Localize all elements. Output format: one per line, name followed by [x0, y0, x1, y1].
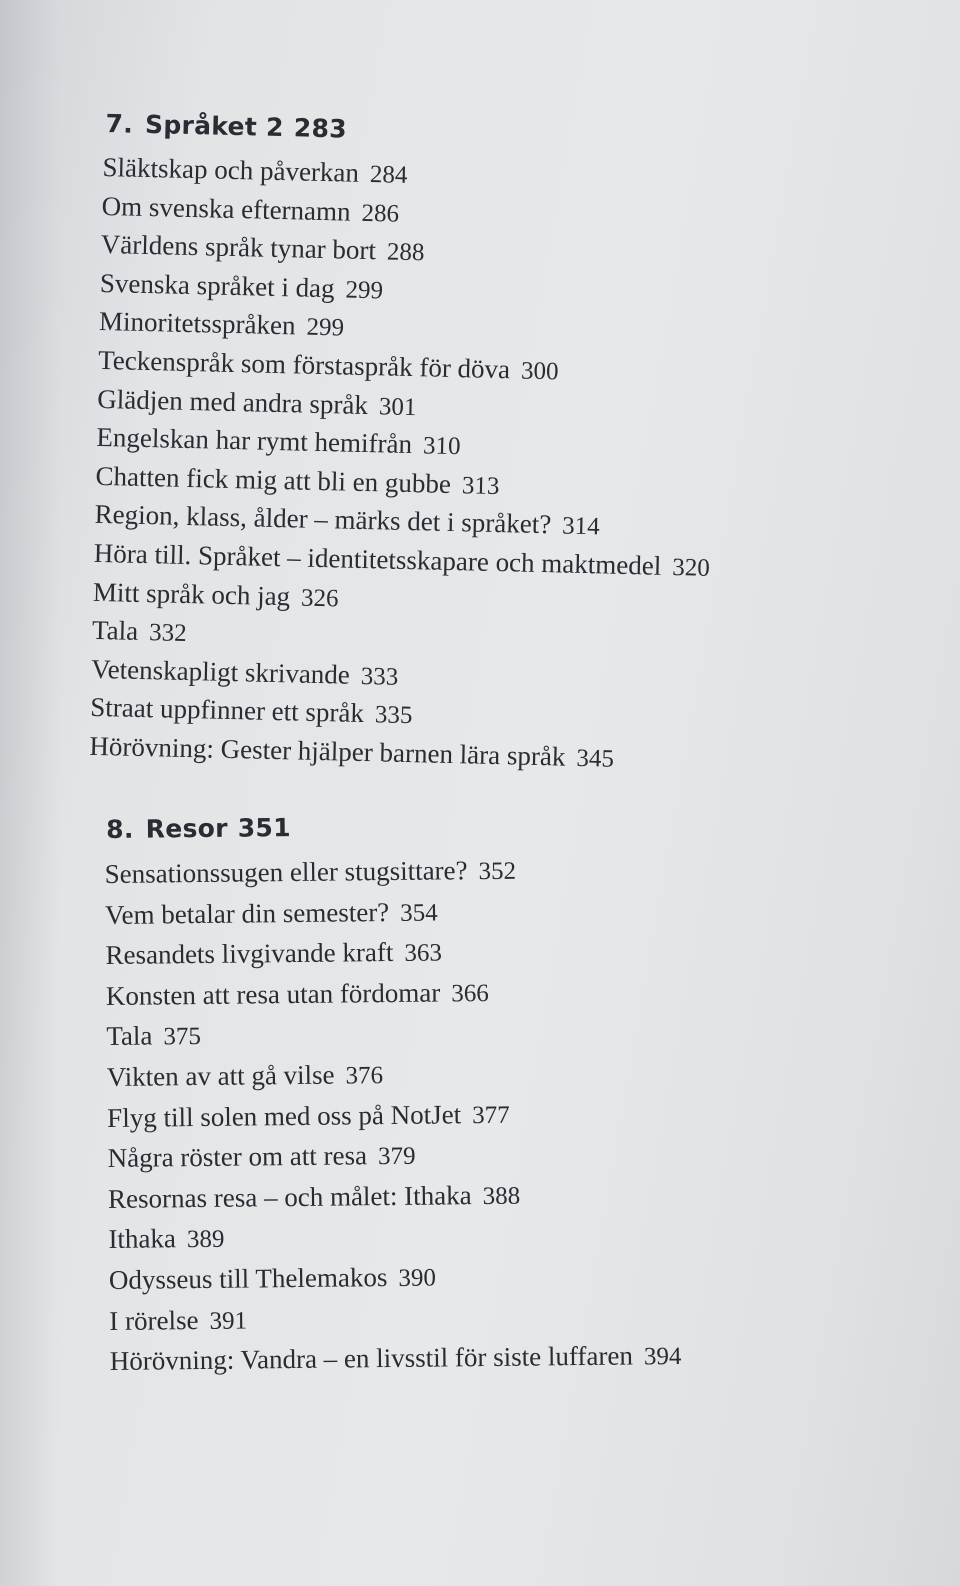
- toc-entry-page-number: 333: [360, 662, 399, 691]
- page-shadow: [0, 0, 60, 1586]
- toc-entry-page-number: 366: [451, 979, 489, 1008]
- chapter-number: 8.: [106, 814, 134, 844]
- toc-entry-title: Hörövning: Gester hjälper barnen lära språk: [89, 730, 566, 772]
- toc-entry: [109, 1254, 681, 1301]
- toc-entry-page-number: 335: [374, 701, 413, 730]
- toc-entry: [108, 1173, 680, 1220]
- toc-entry-title: Släktskap och påverkan: [102, 151, 360, 188]
- toc-entry: [110, 1335, 682, 1382]
- toc-entry: [108, 1213, 680, 1260]
- toc-entries-chapter-7: [89, 148, 719, 779]
- toc-entry: [107, 1092, 679, 1139]
- toc-entry: [105, 889, 677, 936]
- toc-entry-title: Hörövning: Vandra – en livsstil för siste luffaren: [109, 1340, 634, 1377]
- chapter-title: Språket 2: [144, 109, 285, 143]
- chapter-number: 7.: [105, 109, 134, 139]
- toc-entry-title: Konsten att resa utan fördomar: [105, 977, 441, 1011]
- chapter-7-section: [89, 106, 720, 779]
- toc-entry-page-number: 354: [400, 899, 438, 927]
- toc-entry-title: Några röster om att resa: [107, 1140, 368, 1174]
- toc-entry-title: Höra till. Språket – identitetsskapare och maktmedel: [93, 537, 662, 581]
- toc-entry: [109, 1295, 681, 1342]
- toc-entry-title: Tala: [91, 614, 139, 647]
- toc-entry-page-number: 284: [369, 161, 408, 189]
- toc-entry-page-number: 313: [461, 471, 500, 500]
- toc-entry-page-number: 390: [398, 1264, 437, 1292]
- toc-entry-page-number: 288: [386, 238, 425, 267]
- toc-entry-title: Vikten av att gå vilse: [106, 1059, 335, 1092]
- toc-entry-title: Glädjen med andra språk: [97, 383, 369, 420]
- toc-entry-page-number: 301: [378, 392, 417, 421]
- chapter-heading: [106, 806, 676, 848]
- toc-entry-title: Om svenska efternamn: [101, 190, 351, 227]
- toc-entry-title: Odysseus till Thelemakos: [108, 1261, 388, 1295]
- chapter-page-number: 283: [293, 113, 348, 144]
- toc-entry-page-number: 394: [643, 1343, 682, 1371]
- toc-entry: [105, 929, 677, 976]
- toc-entry-title: Engelskan har rymt hemifrån: [96, 422, 413, 460]
- toc-entry-title: Vem betalar din semester?: [104, 896, 390, 930]
- chapter-title: Resor: [145, 813, 228, 844]
- chapter-heading: [105, 106, 720, 156]
- toc-entry: [106, 1010, 678, 1057]
- toc-entry-page-number: 389: [186, 1226, 225, 1254]
- toc-entry-title: Teckenspråk som förstaspråk för döva: [97, 344, 511, 385]
- toc-entry-page-number: 352: [478, 857, 517, 886]
- toc-entry-page-number: 310: [422, 432, 461, 461]
- toc-entry: [107, 1051, 679, 1098]
- toc-entry-title: Straat uppfinner ett språk: [90, 692, 365, 729]
- toc-entry-title: Sensationssugen eller stugsittare?: [104, 855, 468, 889]
- toc-entry: [107, 1132, 679, 1179]
- toc-entry-page-number: 332: [148, 619, 187, 648]
- toc-entry-page-number: 299: [345, 276, 384, 305]
- toc-entry-page-number: 300: [520, 357, 559, 386]
- toc-entry-title: I rörelse: [109, 1304, 199, 1336]
- toc-entry-title: Vetenskapligt skrivande: [90, 653, 351, 690]
- toc-entry-title: Tala: [106, 1020, 153, 1052]
- toc-entry-page-number: 299: [306, 314, 345, 342]
- toc-entry-page-number: 363: [404, 939, 443, 968]
- toc-entry-page-number: 314: [561, 512, 601, 541]
- toc-entry-page-number: 377: [472, 1101, 510, 1129]
- toc-entry-page-number: 286: [361, 199, 400, 228]
- toc-entry: [104, 848, 676, 895]
- toc-entry-title: Resornas resa – och målet: Ithaka: [107, 1179, 472, 1214]
- toc-entry-page-number: 388: [482, 1182, 521, 1210]
- toc-entry-title: Chatten fick mig att bli en gubbe: [95, 460, 452, 499]
- toc-entry-page-number: 320: [671, 553, 711, 582]
- toc-entry-title: Region, klass, ålder – märks det i språket?: [94, 499, 552, 540]
- toc-entry-page-number: 326: [300, 584, 339, 612]
- toc-entry-title: Resandets livgivande kraft: [105, 937, 394, 971]
- toc-entry-page-number: 375: [163, 1023, 202, 1051]
- toc-entry-title: Ithaka: [108, 1223, 177, 1255]
- toc-entry-title: Svenska språket i dag: [99, 267, 335, 304]
- toc-entry-title: Världens språk tynar bort: [100, 229, 377, 266]
- toc-entry-title: Mitt språk och jag: [92, 576, 291, 611]
- toc-entry-page-number: 391: [209, 1307, 248, 1335]
- toc-entry-page-number: 376: [345, 1062, 384, 1090]
- toc-entry-title: Flyg till solen med oss på NotJet: [107, 1098, 462, 1133]
- toc-entry-title: Minoritetsspråken: [98, 306, 296, 341]
- toc-entries-chapter-8: [104, 848, 681, 1382]
- chapter-8-section: [104, 806, 682, 1382]
- toc-entry-page-number: 379: [377, 1142, 416, 1171]
- toc-entry-page-number: 345: [576, 744, 615, 773]
- chapter-page-number: 351: [237, 813, 292, 843]
- toc-entry: [106, 970, 678, 1017]
